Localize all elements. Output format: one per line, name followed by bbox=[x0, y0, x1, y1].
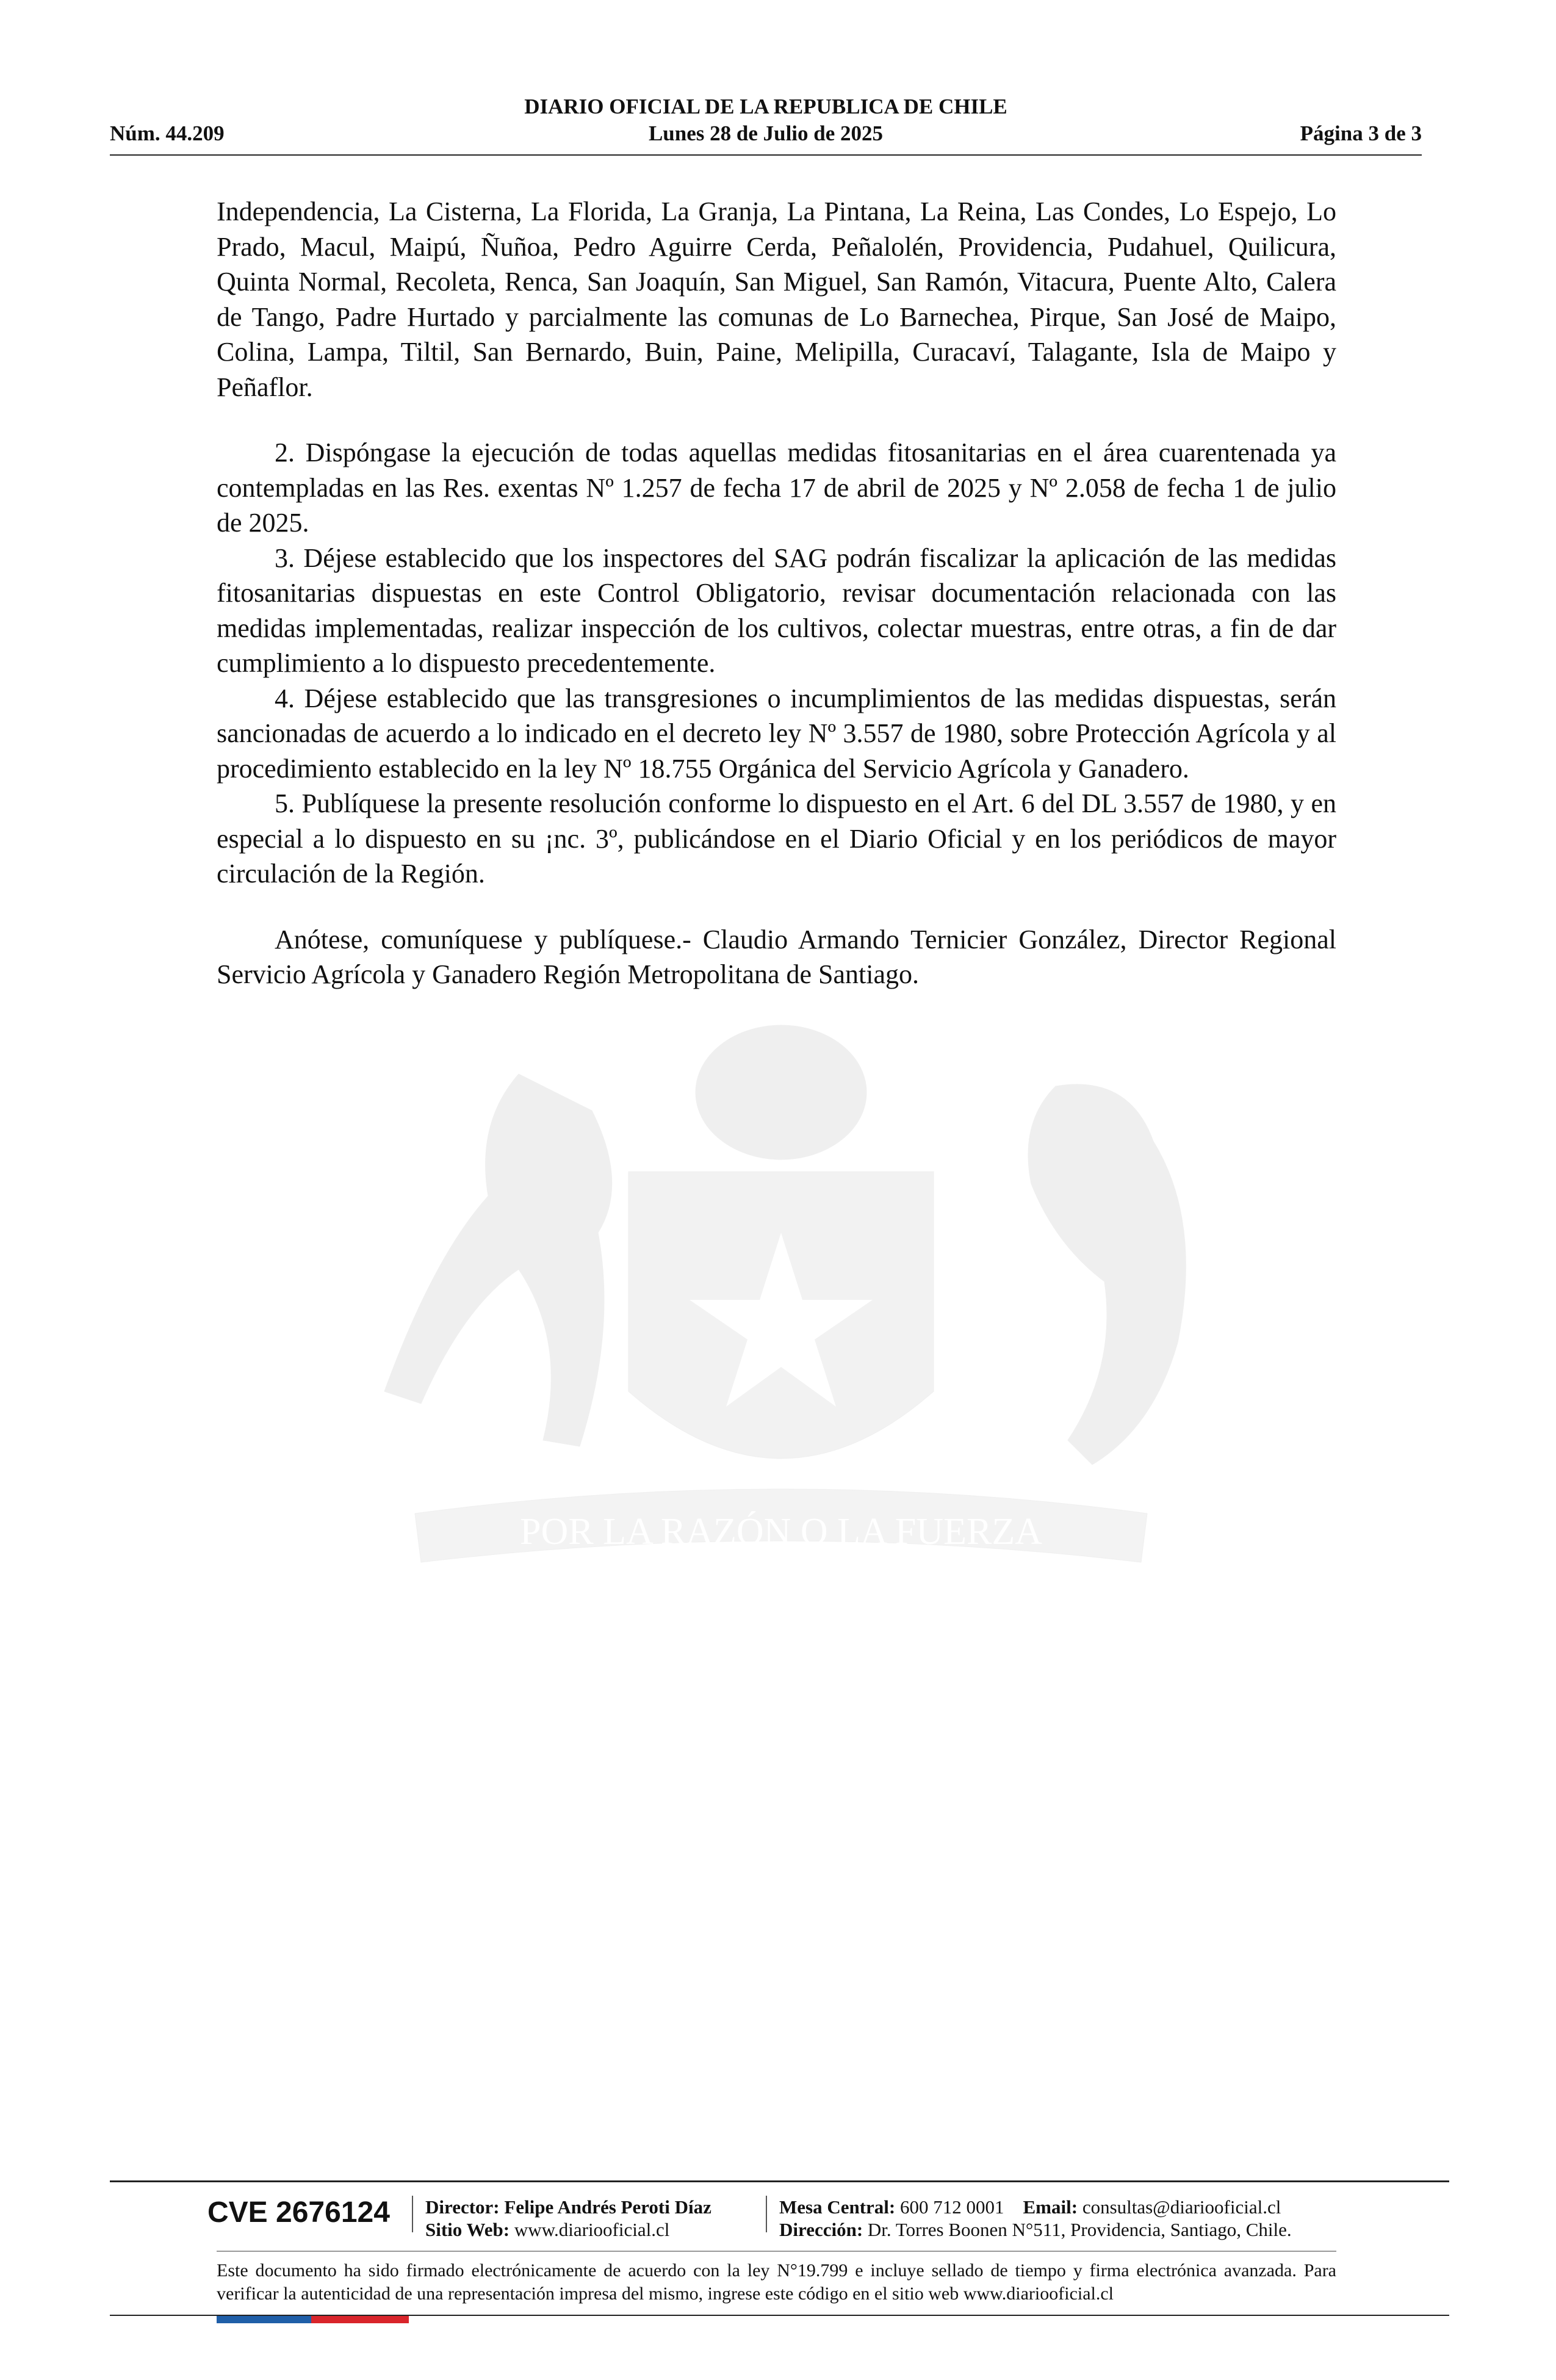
director-name: Felipe Andrés Peroti Díaz bbox=[504, 2196, 711, 2218]
flag-stripe-red bbox=[311, 2316, 409, 2323]
footer-contact-block bbox=[779, 2196, 1292, 2241]
crest-motto: POR LA RAZÓN O LA FUERZA bbox=[519, 1511, 1043, 1552]
header-divider bbox=[110, 154, 1422, 156]
resolution-body bbox=[217, 194, 1336, 992]
signature-paragraph: Anótese, comuníquese y publíquese.- Claudio Armando Ternicier González, Director Regional Servicio Agrícola y Ganadero Región Metropolitana de Santiago. bbox=[217, 924, 1336, 989]
footer-divider bbox=[110, 2180, 1449, 2182]
paragraph-2: 2. Dispóngase la ejecución de todas aquellas medidas fitosanitarias en el área cuarentenada ya contempladas en las Res. exentas Nº 1.257 de fecha 17 de abril de 2025 y Nº 2.058 de fecha 1 de julio de 2025. bbox=[217, 438, 1336, 538]
cve-code: CVE 2676124 bbox=[207, 2196, 390, 2229]
email-label: Email: bbox=[1023, 2196, 1078, 2218]
issue-date: Lunes 28 de Julio de 2025 bbox=[648, 121, 884, 145]
flag-stripe-blue bbox=[217, 2316, 311, 2323]
address-value: Dr. Torres Boonen N°511, Providencia, Santiago, Chile. bbox=[867, 2219, 1292, 2240]
paragraph-4: 4. Déjese establecido que las transgresiones o incumplimientos de las medidas dispuestas, serán sancionadas de acuerdo a lo indicado en el decreto ley Nº 3.557 de 1980, sobre Protección Agrícola y al procedimiento establecido en la ley Nº 18.755 Orgánica del Servicio Agrícola y Ganadero. bbox=[217, 683, 1336, 784]
phone-number: 600 712 0001 bbox=[900, 2196, 1004, 2218]
paragraph-3: 3. Déjese establecido que los inspectores del SAG podrán fiscalizar la aplicación de las medidas fitosanitarias dispuestas en este Control Obligatorio, revisar documentación relacionada con las medidas implementadas, realizar inspección de los cultivos, colectar muestras, entre otras, a fin de dar cumplimiento a lo dispuesto precedentemente. bbox=[217, 543, 1336, 678]
email-address[interactable]: consultas@diariooficial.cl bbox=[1082, 2196, 1281, 2218]
page-header bbox=[110, 95, 1422, 150]
newspaper-title: DIARIO OFICIAL DE LA REPUBLICA DE CHILE bbox=[524, 95, 1007, 118]
footer-separator bbox=[412, 2196, 413, 2232]
issue-number: Núm. 44.209 bbox=[110, 121, 225, 145]
footer-separator bbox=[766, 2196, 767, 2232]
paragraph-spacer bbox=[217, 405, 1336, 435]
page-indicator: Página 3 de 3 bbox=[1300, 121, 1422, 145]
paragraph-spacer bbox=[217, 892, 1336, 922]
address-label: Dirección: bbox=[779, 2219, 863, 2240]
paragraph-communes: Independencia, La Cisterna, La Florida, La Granja, La Pintana, La Reina, Las Condes, Lo Espejo, Lo Prado, Macul, Maipú, Ñuñoa, Pedro Aguirre Cerda, Peñalolén, Providencia, Pudahuel, Quilicura, Quinta Normal, Recoleta, Renca, San Joaquín, San Miguel, San Ramón, Vitacura, Puente Alto, Calera de Tango, Padre Hurtado y parcialmente las comunas de Lo Barnechea, Pirque, San José de Maipo, Colina, Lampa, Tiltil, San Bernardo, Buin, Paine, Melipilla, Curacaví, Talagante, Isla de Maipo y Peñaflor. bbox=[217, 197, 1336, 402]
footer-director-block bbox=[425, 2196, 711, 2241]
site-url[interactable]: www.diariooficial.cl bbox=[514, 2219, 670, 2240]
authenticity-note: Este documento ha sido firmado electrónicamente de acuerdo con la ley N°19.799 e incluye sellado de tiempo y firma electrónica avanzada. Para verificar la autenticidad de una representación impresa del mismo, ingrese este código en el sitio web www.diariooficial.cl bbox=[217, 2260, 1336, 2304]
coat-of-arms-watermark bbox=[201, 1001, 1361, 1684]
footer-inner-divider bbox=[217, 2251, 1336, 2252]
site-label: Sitio Web: bbox=[425, 2219, 510, 2240]
director-label: Director: bbox=[425, 2196, 500, 2218]
paragraph-5: 5. Publíquese la presente resolución conforme lo dispuesto en el Art. 6 del DL 3.557 de 1980, y en especial a lo dispuesto en su ¡nc. 3º, publicándose en el Diario Oficial y en los periódicos de mayor circulación de la Región. bbox=[217, 788, 1336, 889]
phone-label: Mesa Central: bbox=[779, 2196, 896, 2218]
